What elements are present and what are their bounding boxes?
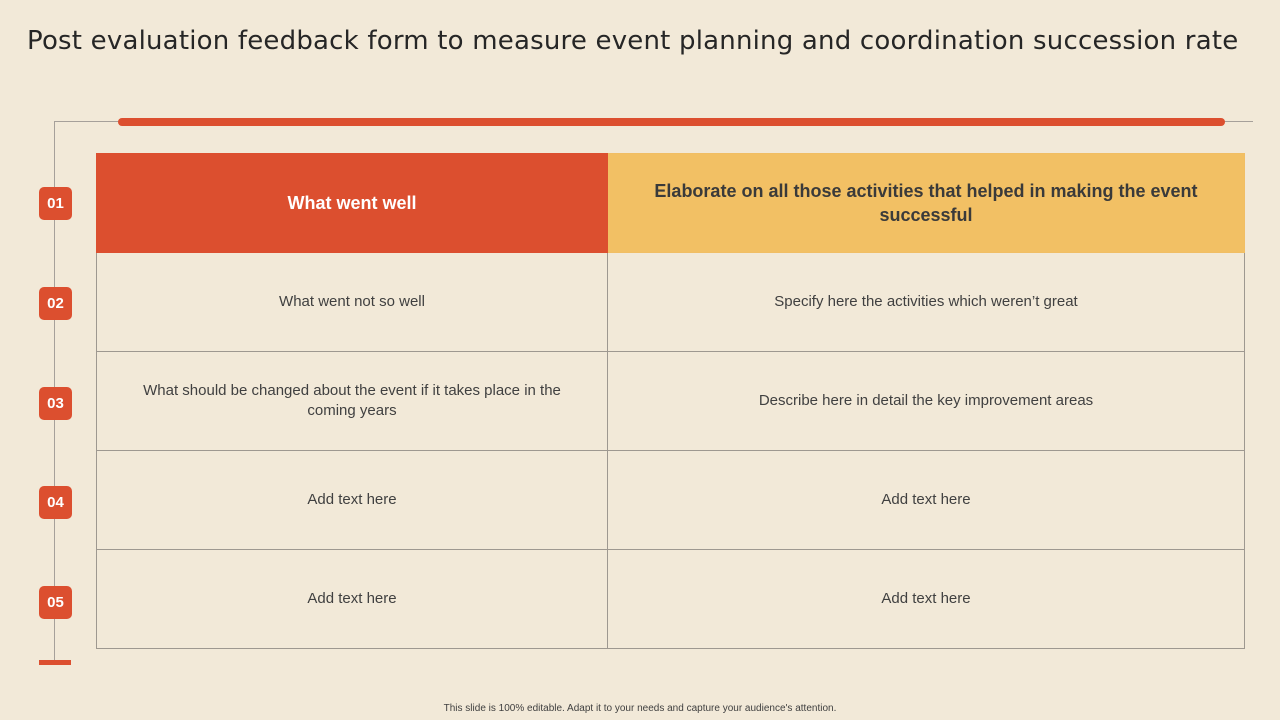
row-number-badge: 03 [39,387,72,420]
table-cell-question: Add text here [97,451,608,550]
footnote: This slide is 100% editable. Adapt it to your needs and capture your audience's attention. [443,703,837,714]
feedback-table [96,153,1245,649]
row-number-badge: 02 [39,287,72,320]
table-row [97,451,1245,550]
table-header-row [97,154,1245,253]
table-cell-question: Add text here [97,550,608,649]
page-title: Post evaluation feedback form to measure event planning and coordination succession rate [27,26,1239,56]
header-cell-left: What went well [97,154,608,253]
table-cell-answer: Describe here in detail the key improvement areas [608,352,1245,451]
table-cell-answer: Add text here [608,550,1245,649]
row-number-badge: 05 [39,586,72,619]
table-cell-answer: Add text here [608,451,1245,550]
row-number-badge: 04 [39,486,72,519]
row-number-badge: 01 [39,187,72,220]
timeline-end-marker [39,660,71,665]
table-row [97,550,1245,649]
table-row [97,253,1245,352]
table-cell-question: What went not so well [97,253,608,352]
table-row [97,352,1245,451]
accent-bar [118,118,1225,126]
table-cell-question: What should be changed about the event if it takes place in the coming years [97,352,608,451]
table-cell-answer: Specify here the activities which weren’t great [608,253,1245,352]
header-cell-right: Elaborate on all those activities that helped in making the event successful [608,154,1245,253]
